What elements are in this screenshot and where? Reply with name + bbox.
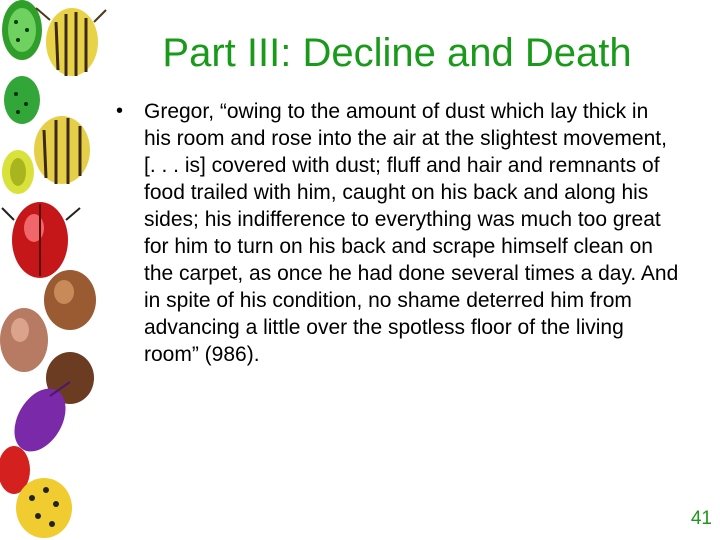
bullet-text: Gregor, “owing to the amount of dust which lay thick in his room and rose into the air at the slightest movement, [. . . is] covered with dust; fluff and hair and remnants of food trailed with him, caught on his back and along his sides; his indifference to everything was much too great for him to turn on his back and scrape himself clean on the carpet, as once he had done several times a day. And in spite of his condition, no shame deterred him from advancing a little over the spotless floor of the living room” (986). (144, 100, 679, 366)
slide-title: Part III: Decline and Death (162, 31, 632, 75)
striped-beetle-icon-2 (34, 116, 90, 184)
striped-beetle-icon (36, 8, 106, 76)
brown-beetle-icon (44, 270, 96, 330)
bullet-item (116, 98, 686, 368)
spotted-ladybug-icon (16, 478, 72, 538)
page-number: 41 (690, 508, 712, 529)
yellow-beetle-icon (2, 150, 34, 194)
red-beetle-icon (2, 202, 80, 278)
bullet-marker: • (116, 100, 124, 122)
green-spotted-beetle-icon (4, 76, 40, 124)
mauve-beetle-icon (0, 308, 48, 372)
beetle-border-image (0, 0, 110, 540)
